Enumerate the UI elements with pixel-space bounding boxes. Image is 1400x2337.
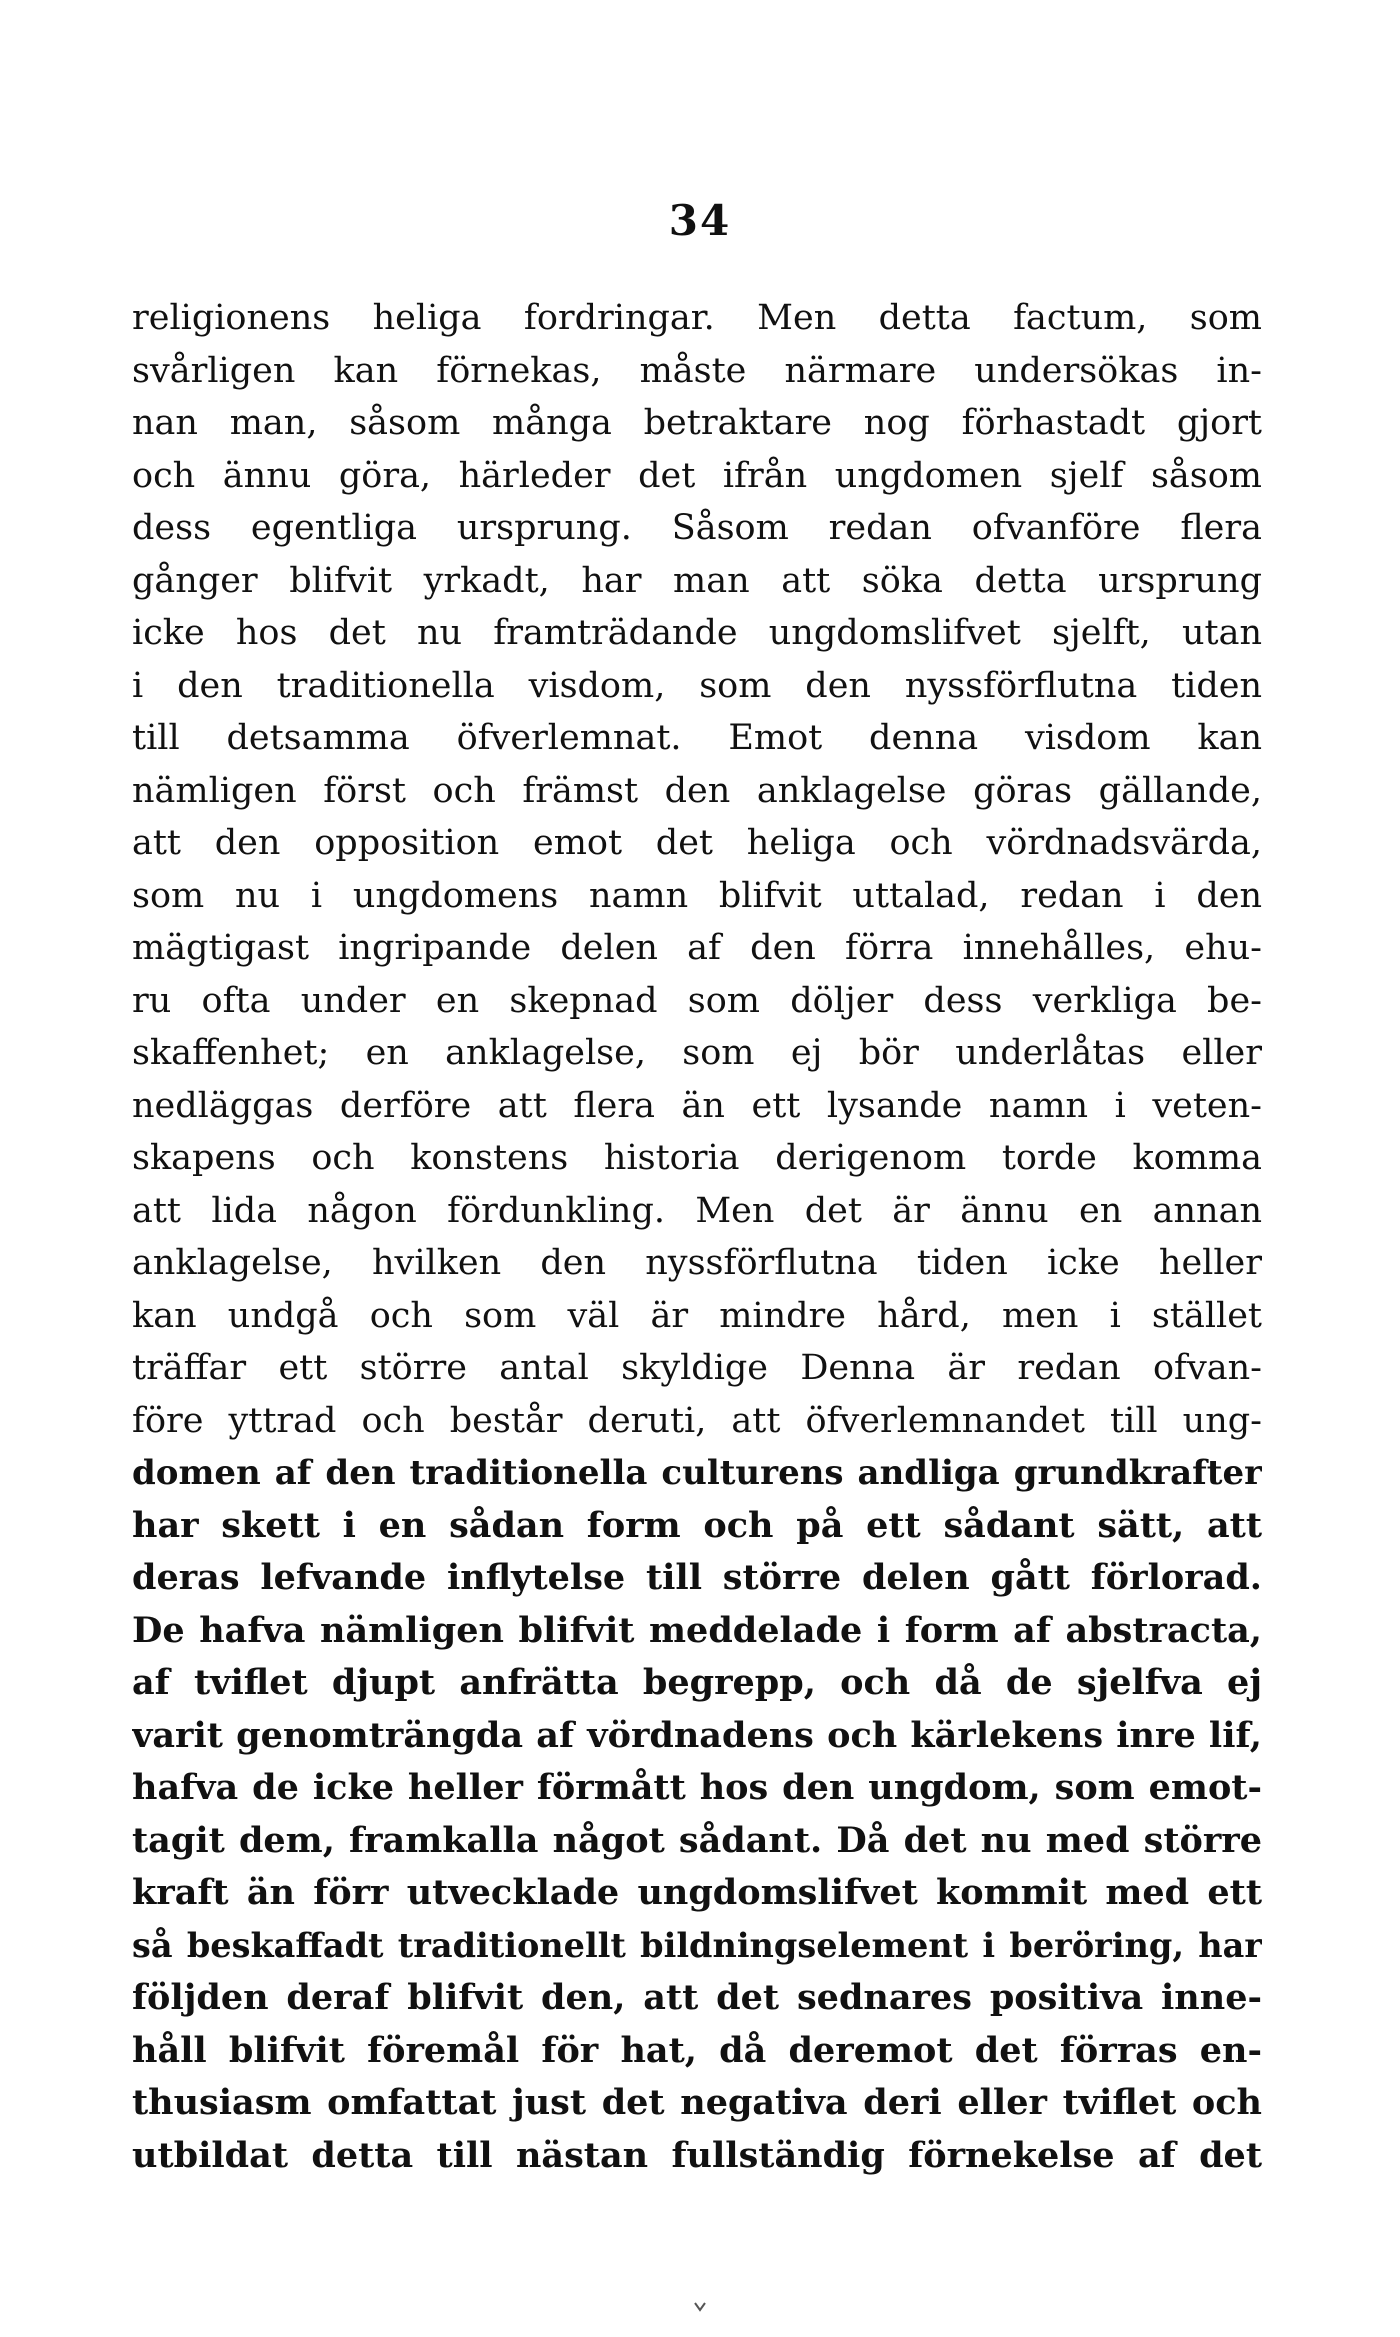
text-line: nan man, såsom många betraktare nog förhastadt gjort [132, 403, 1262, 443]
text-line: domen af den traditionella culturens andliga grundkrafter [132, 1453, 1262, 1493]
text-line: så beskaffadt traditionellt bildningselement i beröring, har [132, 1925, 1262, 1965]
text-line: träffar ett större antal skyldige Denna är redan ofvan- [132, 1348, 1262, 1388]
ink-smudge-mark [692, 2298, 708, 2314]
text-line: af tviflet djupt anfrätta begrepp, och då de sjelfva ej [132, 1662, 1262, 1703]
text-line: att den opposition emot det heliga och vördnadsvärda, [132, 823, 1262, 863]
text-line: kan undgå och som väl är mindre hård, men i stället [132, 1295, 1262, 1336]
text-line: skapens och konstens historia derigenom torde komma [132, 1138, 1262, 1178]
text-line: nämligen först och främst den anklagelse göras gällande, [132, 770, 1262, 811]
text-line: De hafva nämligen blifvit meddelade i form af abstracta, [132, 1609, 1262, 1651]
body-text [132, 292, 1262, 2182]
text-line: dess egentliga ursprung. Såsom redan ofvanföre flera [132, 508, 1262, 548]
text-line: håll blifvit föremål för hat, då deremot det förras en- [132, 2029, 1262, 2071]
text-line: icke hos det nu framträdande ungdomslifvet sjelft, utan [132, 613, 1262, 653]
page-number: 34 [668, 196, 732, 245]
text-line: ru ofta under en skepnad som döljer dess verkliga be- [132, 980, 1262, 1021]
text-line: hafva de icke heller förmått hos den ungdom, som emot- [132, 1767, 1262, 1808]
text-line: i den traditionella visdom, som den nyssförflutna tiden [132, 665, 1262, 706]
text-line: har skett i en sådan form och på ett sådant sätt, att [132, 1504, 1262, 1546]
text-line: före yttrad och består deruti, att öfverlemnandet till ung- [132, 1400, 1262, 1441]
text-line: anklagelse, hvilken den nyssförflutna tiden icke heller [132, 1243, 1262, 1283]
text-line: religionens heliga fordringar. Men detta factum, som [132, 298, 1262, 338]
text-line: kraft än förr utvecklade ungdomslifvet kommit med ett [132, 1872, 1262, 1913]
text-line: följden deraf blifvit den, att det sednares positiva inne- [132, 1977, 1262, 2018]
text-line: till detsamma öfverlemnat. Emot denna visdom kan [132, 718, 1262, 758]
text-line: nedläggas derföre att flera än ett lysande namn i veten- [132, 1085, 1262, 1126]
text-line: svårligen kan förnekas, måste närmare undersökas in- [132, 350, 1262, 391]
text-line: gånger blifvit yrkadt, har man att söka detta ursprung [132, 560, 1262, 601]
text-line: skaffenhet; en anklagelse, som ej bör underlåtas eller [132, 1033, 1262, 1073]
text-line: att lida någon fördunkling. Men det är ännu en annan [132, 1190, 1262, 1231]
text-line: som nu i ungdomens namn blifvit uttalad, redan i den [132, 875, 1262, 916]
text-line: tagit dem, framkalla något sådant. Då det nu med större [132, 1819, 1262, 1861]
text-line: utbildat detta till nästan fullständig förnekelse af det [132, 2134, 1262, 2176]
text-line: deras lefvande inflytelse till större delen gått förlorad. [132, 1557, 1262, 1598]
text-line: och ännu göra, härleder det ifrån ungdomen sjelf såsom [132, 455, 1262, 496]
text-line: mägtigast ingripande delen af den förra innehålles, ehu- [132, 928, 1262, 968]
text-line: thusiasm omfattat just det negativa deri eller tviflet och [132, 2082, 1262, 2123]
text-line: varit genomträngda af vördnadens och kärlekens inre lif, [132, 1714, 1262, 1756]
